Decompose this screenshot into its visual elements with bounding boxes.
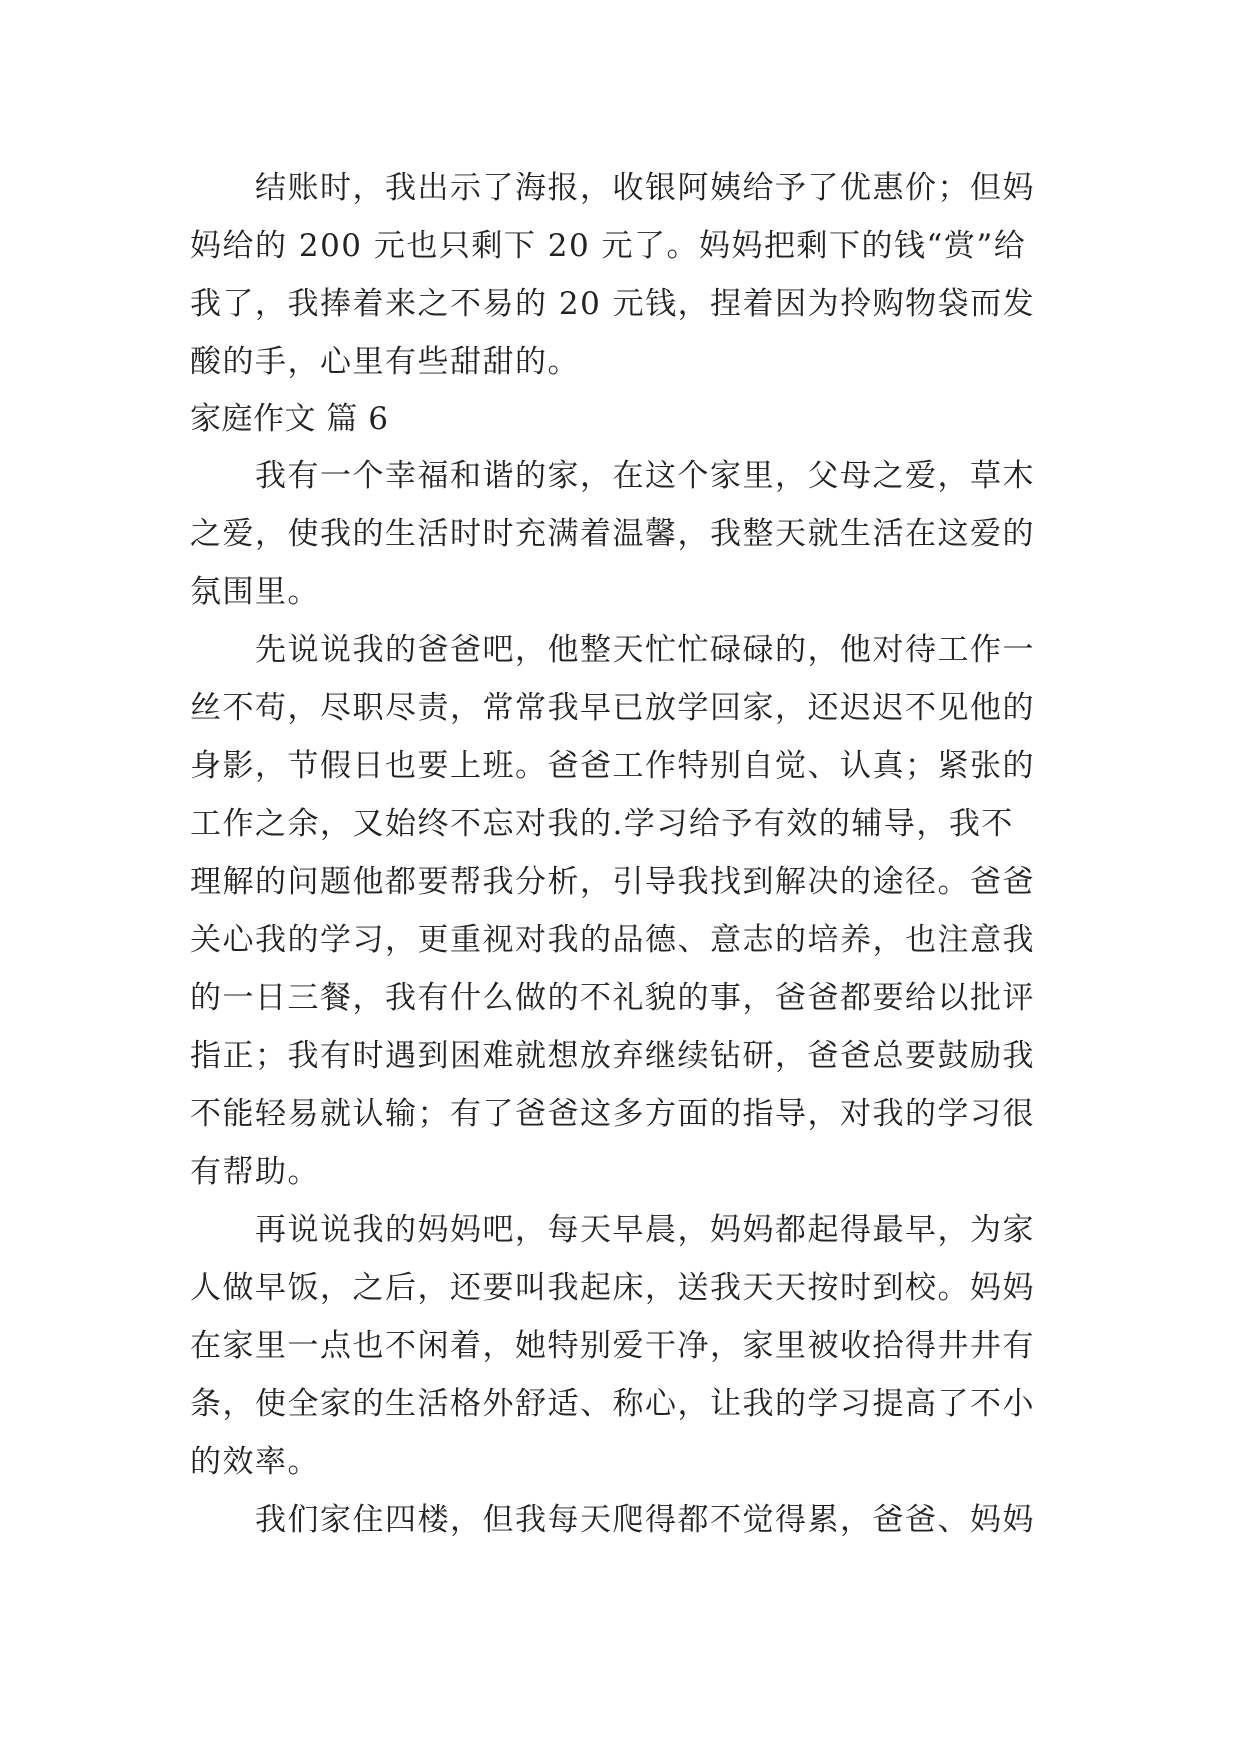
text-line: 不能轻易就认输；有了爸爸这多方面的指导，对我的学习很 xyxy=(190,1096,1035,1132)
text-line: 再说说我的妈妈吧，每天早晨，妈妈都起得最早，为家 xyxy=(255,1212,1035,1248)
text-line: 指正；我有时遇到困难就想放弃继续钻研，爸爸总要鼓励我 xyxy=(190,1038,1035,1074)
text-line: 条，使全家的生活格外舒适、称心，让我的学习提高了不小 xyxy=(190,1386,1035,1422)
text-line: 关心我的学习，更重视对我的品德、意志的培养，也注意我 xyxy=(190,922,1035,958)
text-line: 有帮助。 xyxy=(190,1154,320,1190)
text-line: 丝不苟，尽职尽责，常常我早已放学回家，还迟迟不见他的 xyxy=(190,690,1035,726)
text-line: 先说说我的爸爸吧，他整天忙忙碌碌的，他对待工作一 xyxy=(255,632,1035,668)
text-line: 理解的问题他都要帮我分析，引导我找到解决的途径。爸爸 xyxy=(190,864,1035,900)
text-line: 的一日三餐，我有什么做的不礼貌的事，爸爸都要给以批评 xyxy=(190,980,1035,1016)
text-line: 我有一个幸福和谐的家，在这个家里，父母之爱，草木 xyxy=(255,458,1035,494)
text-line: 我了，我捧着来之不易的 20 元钱，捏着因为拎购物袋而发 xyxy=(190,286,1036,322)
text-line: 结账时，我出示了海报，收银阿姨给予了优惠价；但妈 xyxy=(255,170,1035,206)
text-line: 身影，节假日也要上班。爸爸工作特别自觉、认真；紧张的 xyxy=(190,748,1035,784)
section-heading: 家庭作文 篇 6 xyxy=(190,401,389,437)
text-line: 酸的手，心里有些甜甜的。 xyxy=(190,344,580,380)
text-line: 氛围里。 xyxy=(190,574,320,610)
text-line: 之爱，使我的生活时时充满着温馨，我整天就生活在这爱的 xyxy=(190,516,1035,552)
text-line: 在家里一点也不闲着，她特别爱干净，家里被收拾得井井有 xyxy=(190,1328,1035,1364)
text-line: 我们家住四楼，但我每天爬得都不觉得累，爸爸、妈妈 xyxy=(255,1502,1035,1538)
text-line: 工作之余，又始终不忘对我的.学习给予有效的辅导，我不 xyxy=(190,806,1014,842)
text-line: 人做早饭，之后，还要叫我起床，送我天天按时到校。妈妈 xyxy=(190,1270,1035,1306)
text-line: 的效率。 xyxy=(190,1444,320,1480)
text-line: 妈给的 200 元也只剩下 20 元了。妈妈把剩下的钱“赏”给 xyxy=(190,228,1027,264)
